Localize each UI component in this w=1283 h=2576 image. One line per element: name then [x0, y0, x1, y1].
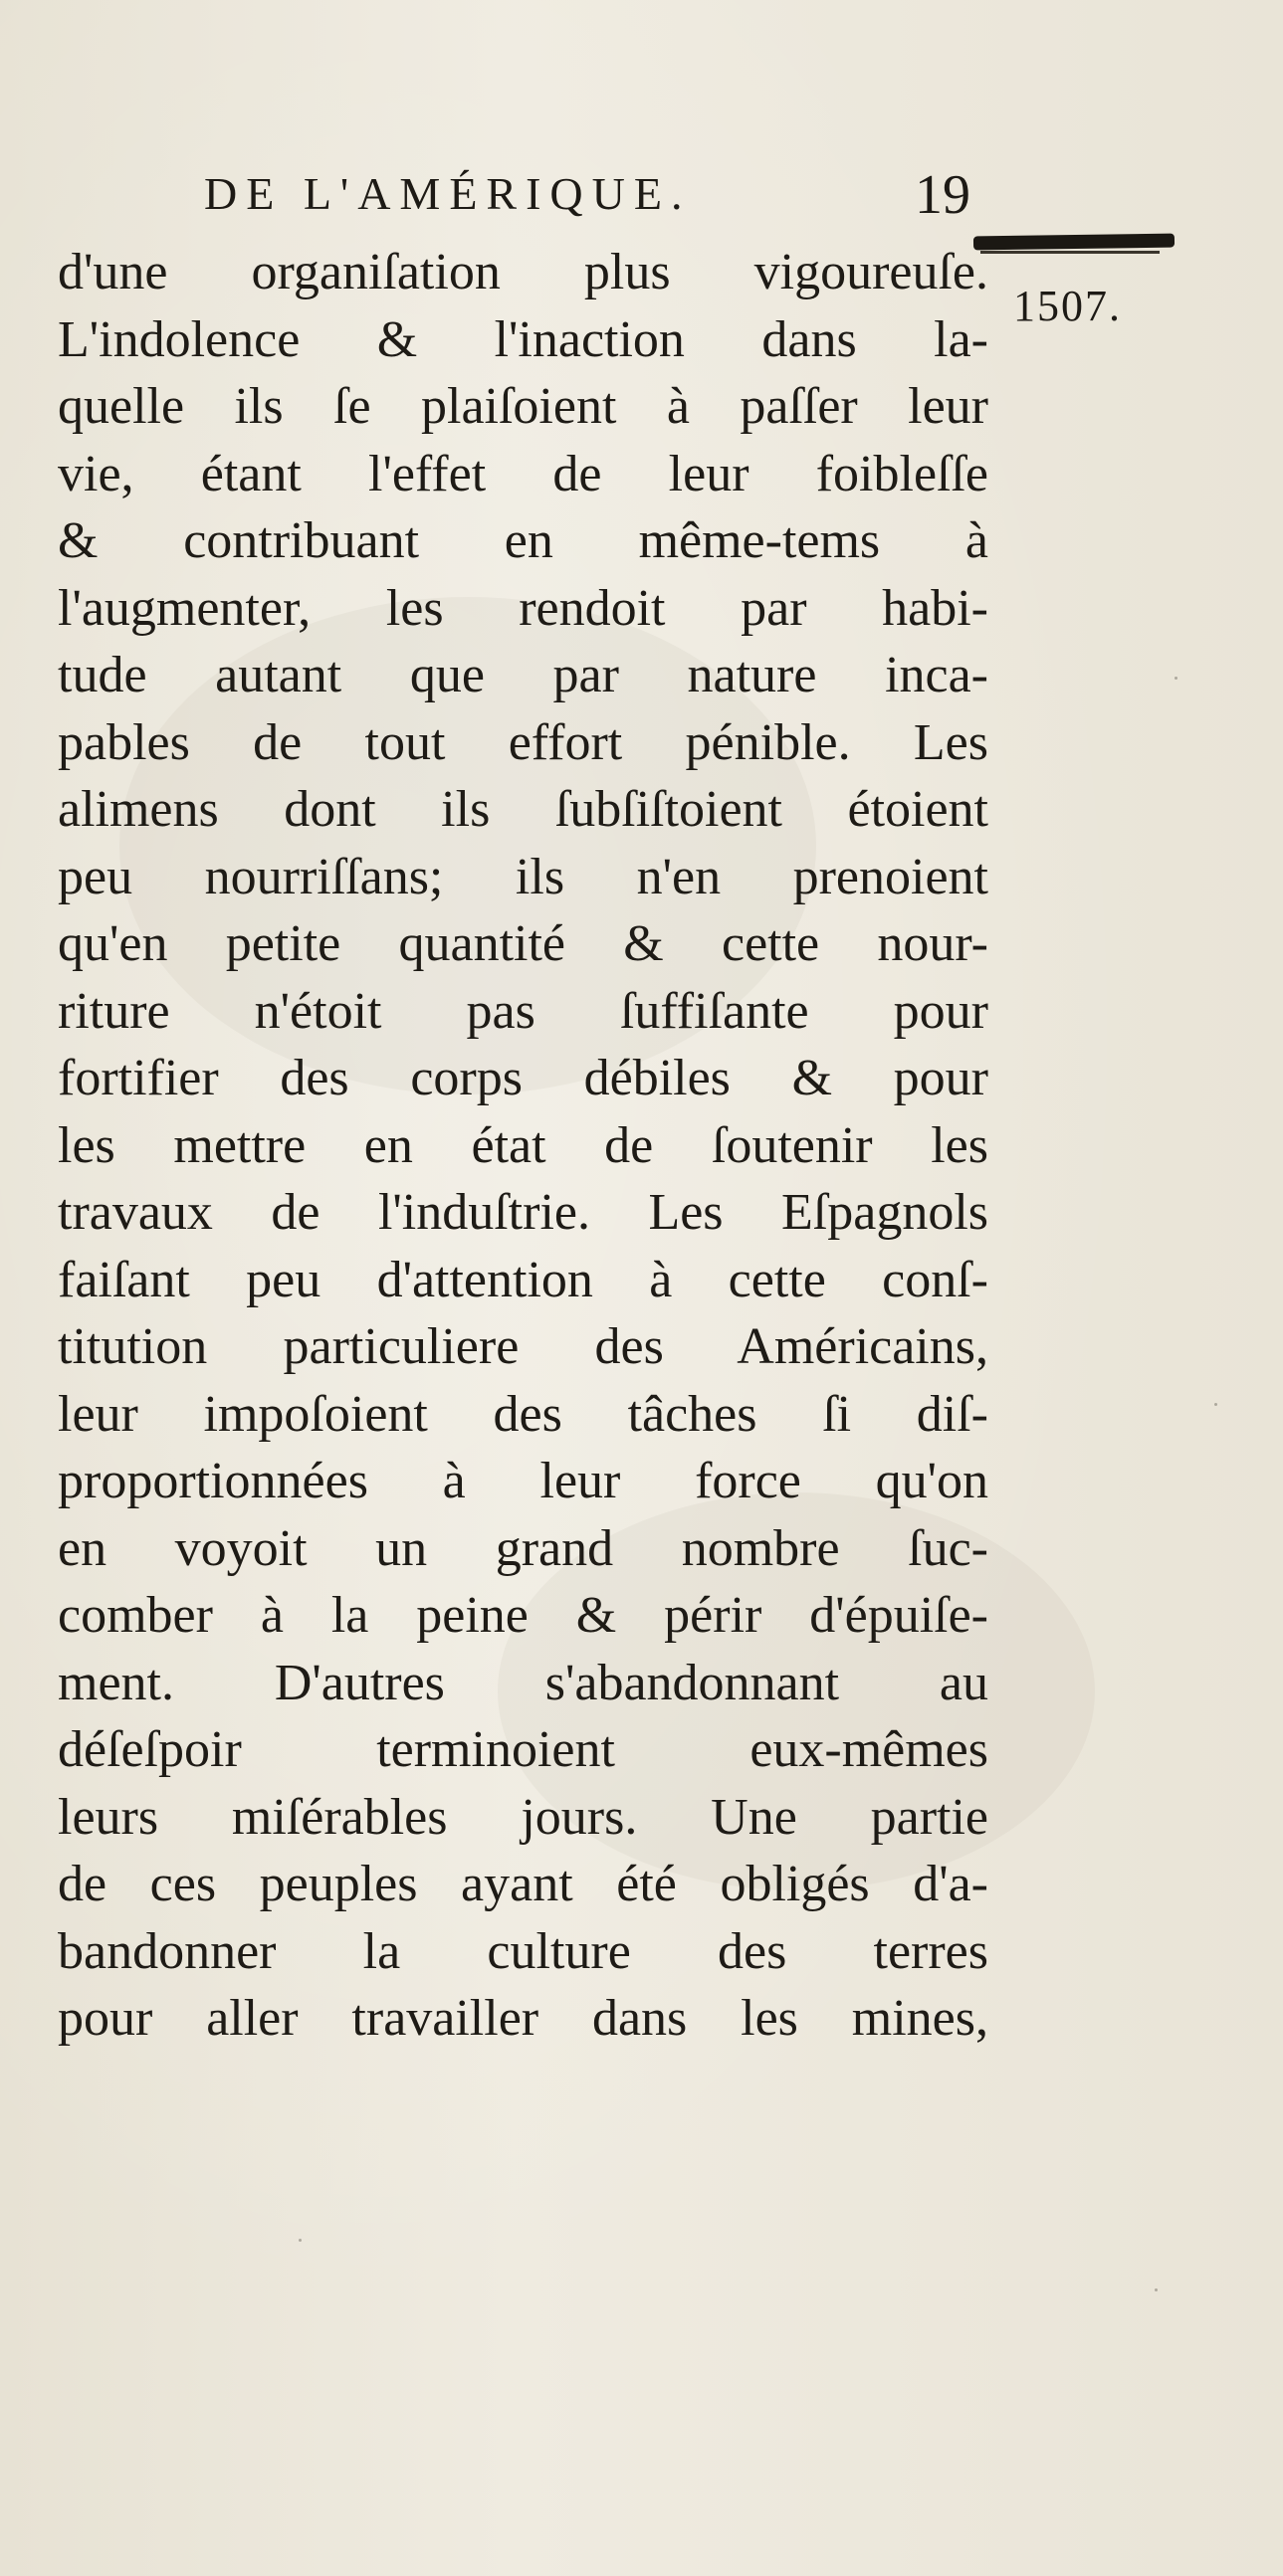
paper-speck: [1214, 1403, 1217, 1406]
margin-rule-thin: [980, 251, 1160, 254]
text-line: & contribuant en même-tems à: [58, 512, 988, 569]
text-line: tude autant que par nature inca-: [58, 647, 988, 703]
text-line: ment. D'autres s'abandonnant au: [58, 1654, 988, 1711]
body-text: [58, 239, 988, 2053]
text-line: qu'en petite quantité & cette nour-: [58, 915, 988, 972]
text-line: peu nourriſſans; ils n'en prenoient: [58, 848, 988, 905]
paper-speck: [299, 2239, 302, 2242]
text-line: alimens dont ils ſubſiſtoient étoient: [58, 781, 988, 838]
paper-speck: [1155, 2288, 1158, 2291]
text-line: fortifier des corps débiles & pour: [58, 1050, 988, 1106]
text-line: pour aller travailler dans les mines,: [58, 1990, 988, 2047]
text-line: l'augmenter, les rendoit par habi-: [58, 579, 988, 637]
text-line: L'indolence & l'inaction dans la-: [58, 310, 988, 368]
running-title: DE L'AMÉRIQUE.: [204, 168, 692, 219]
margin-rule: [973, 234, 1175, 251]
text-line: en voyoit un grand nombre ſuc-: [58, 1519, 988, 1577]
text-line: déſeſpoir terminoient eux-mêmes: [58, 1721, 988, 1778]
text-line: les mettre en état de ſoutenir les: [58, 1116, 988, 1174]
text-line: quelle ils ſe plaiſoient à paſſer leur: [58, 378, 988, 435]
margin-date-note: 1507.: [1013, 282, 1122, 330]
text-line: d'une organiſation plus vigoureuſe.: [58, 244, 988, 300]
text-line: leurs miſérables jours. Une partie: [58, 1788, 988, 1846]
page-number: 19: [915, 164, 970, 226]
text-line: travaux de l'induſtrie. Les Eſpagnols: [58, 1184, 988, 1241]
text-line: titution particuliere des Américains,: [58, 1318, 988, 1375]
text-line: faiſant peu d'attention à cette conſ-: [58, 1251, 988, 1308]
page-header: [204, 159, 990, 229]
text-line: de ces peuples ayant été obligés d'a-: [58, 1856, 988, 1912]
text-line: proportionnées à leur force qu'on: [58, 1453, 988, 1509]
text-line: bandonner la culture des terres: [58, 1922, 988, 1980]
text-line: riture n'étoit pas ſuffiſante pour: [58, 982, 988, 1040]
text-line: leur impoſoient des tâches ſi diſ-: [58, 1385, 988, 1443]
text-line: vie, étant l'effet de leur foibleſſe: [58, 445, 988, 502]
paper-speck: [1175, 677, 1177, 680]
text-line: pables de tout effort pénible. Les: [58, 713, 988, 771]
text-line: comber à la peine & périr d'épuiſe-: [58, 1587, 988, 1644]
